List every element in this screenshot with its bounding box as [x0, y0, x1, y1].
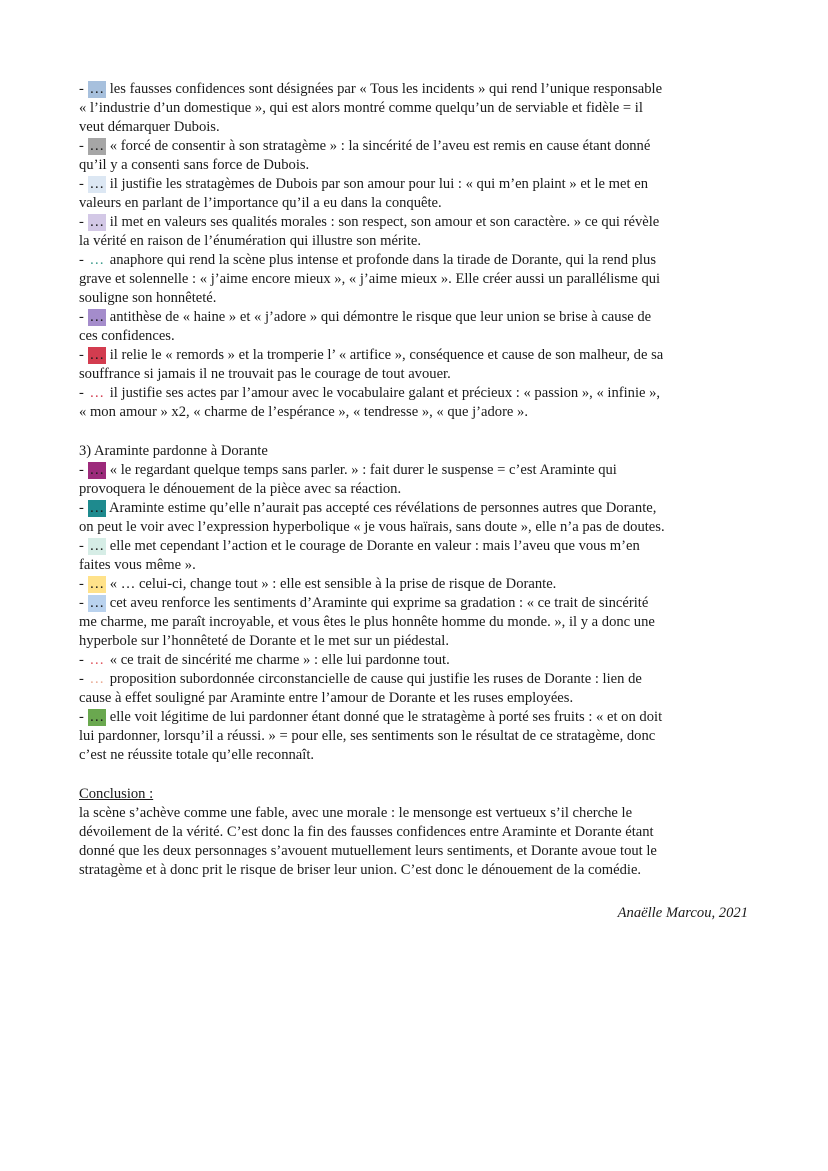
- text-line: - … « ce trait de sincérité me charme » : elle lui pardonne tout.: [79, 652, 450, 668]
- paragraph: [79, 708, 749, 765]
- text-line: - … cet aveu renforce les sentiments d’Araminte qui exprime sa gradation : « ce trait de sincérité: [79, 595, 649, 611]
- text-line: - … proposition subordonnée circonstancielle de cause qui justifie les ruses de Dorante : lien de: [79, 671, 642, 687]
- paragraph: [79, 384, 749, 422]
- highlight-marker: …: [89, 309, 105, 325]
- highlight-marker: …: [89, 81, 105, 97]
- highlight-marker: …: [89, 138, 105, 154]
- paragraph: [79, 175, 749, 213]
- paragraph: [79, 670, 749, 708]
- paragraph: [79, 137, 749, 175]
- text-line: Conclusion :: [79, 786, 154, 802]
- text-line: - … anaphore qui rend la scène plus intense et profonde dans la tirade de Dorante, qui la rend plus: [79, 252, 657, 268]
- highlight-marker: …: [89, 538, 105, 554]
- text-line: 3) Araminte pardonne à Dorante: [79, 443, 268, 459]
- highlight-marker: …: [89, 595, 105, 611]
- document-body: [79, 80, 749, 880]
- text-line: la vérité en raison de l’énumération qui illustre son mérite.: [79, 233, 422, 249]
- text-line: - … elle met cependant l’action et le courage de Dorante en valeur : mais l’aveu que vous m’en: [79, 538, 640, 554]
- text-line: - … antithèse de « haine » et « j’adore » qui démontre le risque que leur union se brise à cause de: [79, 309, 652, 325]
- highlight-marker: …: [89, 671, 105, 687]
- paragraph: [79, 651, 749, 670]
- text-line: valeurs en parlant de l’importance qu’il a eu dans la conquête.: [79, 195, 442, 211]
- paragraph: [79, 213, 749, 251]
- text-line: - … « forcé de consentir à son stratagème » : la sincérité de l’aveu est remis en cause étant donné: [79, 138, 651, 154]
- paragraph: [79, 346, 749, 384]
- paragraph: [79, 461, 749, 499]
- text-line: me charme, me paraît incroyable, et vous êtes le plus honnête homme du monde. », il y a donc une: [79, 614, 655, 630]
- signature: Anaëlle Marcou, 2021: [617, 905, 748, 921]
- paragraph: [79, 442, 749, 461]
- text-line: donné que les deux personnages s’avouent mutuellement leurs sentiments, et Dorante avoue tout le: [79, 843, 657, 859]
- text-line: souligne son honnêteté.: [79, 290, 217, 306]
- text-line: - … il justifie ses actes par l’amour avec le vocabulaire galant et précieux : « passion », « infinie »,: [79, 385, 661, 401]
- paragraph: [79, 80, 749, 137]
- highlight-marker: …: [89, 652, 105, 668]
- text-line: stratagème et à donc prit le risque de briser leur union. C’est donc le dénouement de la comédie.: [79, 862, 642, 878]
- text-line: hyperbole sur l’honnêteté de Dorante et le met sur un piédestal.: [79, 633, 449, 649]
- text-line: - … elle voit légitime de lui pardonner étant donné que le stratagème à porté ses fruits : « et on doit: [79, 709, 663, 725]
- text-line: on peut le voir avec l’expression hyperbolique « je vous haïrais, sans doute », elle n’a pas de doutes.: [79, 519, 665, 535]
- text-line: dévoilement de la vérité. C’est donc la fin des fausses confidences entre Araminte et Dorante étant: [79, 824, 654, 840]
- text-line: ces confidences.: [79, 328, 175, 344]
- text-line: « mon amour » x2, « charme de l’espérance », « tendresse », « que j’adore ».: [79, 404, 529, 420]
- paragraph: [79, 537, 749, 575]
- highlight-marker: …: [89, 252, 105, 268]
- paragraph: [79, 575, 749, 594]
- text-line: la scène s’achève comme une fable, avec une morale : le mensonge est vertueux s’il cherche le: [79, 805, 633, 821]
- highlight-marker: …: [89, 176, 105, 192]
- text-line: - … « … celui-ci, change tout » : elle est sensible à la prise de risque de Dorante.: [79, 576, 557, 592]
- text-line: faites vous même ».: [79, 557, 196, 573]
- text-line: qu’il y a consenti sans force de Dubois.: [79, 157, 310, 173]
- paragraph: [79, 499, 749, 537]
- paragraph: [79, 308, 749, 346]
- text-line: - … Araminte estime qu’elle n’aurait pas accepté ces révélations de personnes autres que Dorante,: [79, 500, 657, 516]
- highlight-marker: …: [89, 709, 105, 725]
- text-line: - … il met en valeurs ses qualités morales : son respect, son amour et son caractère. » ce qui révèle: [79, 214, 660, 230]
- text-line: c’est ne réussite totale qu’elle reconnaît.: [79, 747, 315, 763]
- text-line: lui pardonner, lorsqu’il a réussi. » = pour elle, ses sentiments son le résultat de ce stratagème, donc: [79, 728, 656, 744]
- highlight-marker: …: [89, 576, 105, 592]
- highlight-marker: …: [89, 347, 105, 363]
- text-line: - … il justifie les stratagèmes de Dubois par son amour pour lui : « qui m’en plaint » et le met en: [79, 176, 648, 192]
- paragraph-gap: [79, 765, 749, 785]
- text-line: - … il relie le « remords » et la tromperie l’ « artifice », conséquence et cause de son malheur, de sa: [79, 347, 664, 363]
- paragraph: [79, 251, 749, 308]
- paragraph-gap: [79, 422, 749, 442]
- text-line: - … « le regardant quelque temps sans parler. » : fait durer le suspense = c’est Araminte qui: [79, 462, 617, 478]
- paragraph: [79, 804, 749, 880]
- text-line: grave et solennelle : « j’aime encore mieux », « j’aime mieux ». Elle créer aussi un parallélisme qui: [79, 271, 661, 287]
- highlight-marker: …: [89, 500, 105, 516]
- highlight-marker: …: [89, 385, 105, 401]
- text-line: - … les fausses confidences sont désignées par « Tous les incidents » qui rend l’unique responsable: [79, 81, 663, 97]
- highlight-marker: …: [89, 462, 105, 478]
- text-line: souffrance si jamais il ne trouvait pas le courage de tout avouer.: [79, 366, 451, 382]
- text-line: veut démarquer Dubois.: [79, 119, 220, 135]
- paragraph: [79, 594, 749, 651]
- paragraph: [79, 785, 749, 804]
- text-line: « l’industrie d’un domestique », qui est alors montré comme quelqu’un de serviable et fidèle = il: [79, 100, 643, 116]
- text-line: cause à effet souligné par Araminte entre l’amour de Dorante et les ruses employées.: [79, 690, 574, 706]
- text-line: provoquera le dénouement de la pièce avec sa réaction.: [79, 481, 402, 497]
- highlight-marker: …: [89, 214, 105, 230]
